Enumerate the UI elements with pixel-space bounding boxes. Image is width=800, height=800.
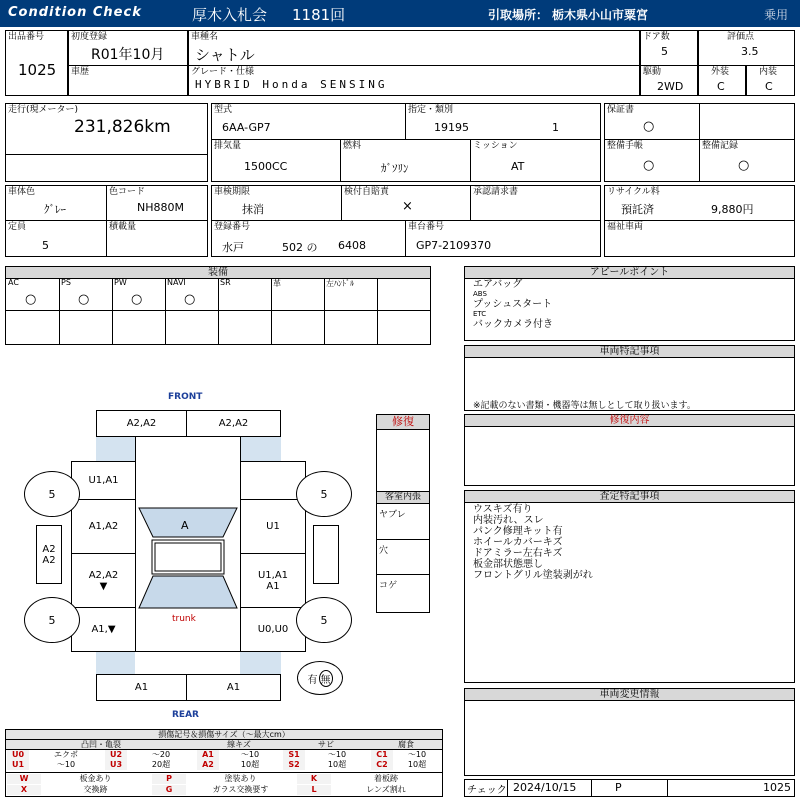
doors: 5 <box>661 45 668 58</box>
legend-code: U0 <box>7 750 29 760</box>
legend-group: 凸凹・亀裂 <box>6 740 196 750</box>
assessment-line: 板金部状態悪し <box>473 559 543 570</box>
plate-number: 6408 <box>338 239 366 252</box>
panel-front-left: A2,A2 <box>96 410 187 437</box>
equipment-value: ○ <box>184 292 196 307</box>
panel-front-right: A2,A2 <box>186 410 281 437</box>
tire-rear-left: 5 <box>24 597 80 643</box>
assessment-line: ドアミラー左右キズ <box>473 548 563 559</box>
car-name: シャトル <box>195 46 255 64</box>
legend-mark-text: 塗装あり <box>224 774 257 783</box>
equipment-value: ○ <box>78 292 90 307</box>
assessment-line: パンク修理キット有 <box>473 526 563 537</box>
footer-bar <box>464 779 795 797</box>
load-cell: 積載量 <box>106 220 208 257</box>
legend-mark-text: レンズ割れ <box>366 785 406 794</box>
legend-mark-code: L <box>297 785 331 795</box>
interior-grade: C <box>765 80 773 93</box>
auction-name: 厚木入札会 <box>192 6 268 24</box>
interior-title: 客室内張 <box>377 492 429 504</box>
legend-mark-code: P <box>152 774 186 784</box>
mission-cell: ミッション AT <box>470 139 601 182</box>
insurance-cell: 検付自賠責 × <box>341 185 471 221</box>
legend-text: ～20 <box>151 750 171 759</box>
appeal-title: アピールポイント <box>465 267 794 279</box>
displacement: 1500CC <box>244 160 288 173</box>
legend-code: C2 <box>371 760 393 770</box>
class-a: 19195 <box>434 121 469 134</box>
capacity: 5 <box>42 239 49 252</box>
equipment-label: NAVI <box>167 278 186 287</box>
legend-mark-code: X <box>7 785 41 795</box>
warranty-cell: 保証書 ○ <box>604 103 700 140</box>
panel-door-rear-right: U1,A1 A1 <box>240 553 306 608</box>
equipment-item <box>324 278 378 311</box>
approval-cell: 承認請求書 <box>470 185 601 221</box>
assessment-line: ホイールカバーキズ <box>473 537 563 548</box>
fuel: ｶﾞｿﾘﾝ <box>381 162 409 175</box>
header-bar <box>0 0 800 27</box>
equipment-item <box>59 278 113 311</box>
maintenance-book: ○ <box>643 158 655 173</box>
equipment-empty <box>6 311 60 344</box>
warranty: ○ <box>643 119 655 134</box>
equipment-item <box>377 278 431 311</box>
legend-divider <box>6 772 442 773</box>
equipment-label: PW <box>114 278 127 287</box>
mileage: 231,826km <box>74 117 171 137</box>
grade: HYBRID Honda SENSING <box>195 78 388 91</box>
appeal-line: ABS <box>473 290 487 298</box>
equipment-label: PS <box>61 278 71 287</box>
mission: AT <box>511 160 525 173</box>
legend-group: 線キズ <box>196 740 282 750</box>
insurance: × <box>402 199 413 214</box>
equipment-item <box>112 278 166 311</box>
appeal-line: プッシュスタート <box>473 299 553 310</box>
location-label: 引取場所： <box>488 8 549 22</box>
tire-rear-right: 5 <box>296 597 352 643</box>
change-panel <box>464 688 795 776</box>
score-cell: 評価点 3.5 <box>698 30 795 66</box>
tire-front-left: 5 <box>24 471 80 517</box>
smoke-mark: 無 <box>319 670 333 687</box>
legend-mark-text: 板金あり <box>79 774 112 783</box>
car-name-cell: 車種名 シャトル <box>188 30 640 66</box>
legend-code: C1 <box>371 750 393 760</box>
inspect-cell: 車検期限 抹消 <box>211 185 342 221</box>
legend-text: 10超 <box>407 760 427 769</box>
plate-cell: 登録番号 水戸 502 の 6408 <box>211 220 406 257</box>
legend-text: ～10 <box>56 760 76 769</box>
history-cell: 車歴 <box>68 65 188 96</box>
legend-mark-code: G <box>152 785 186 795</box>
car-diagram <box>0 385 376 725</box>
repair-box <box>376 414 430 492</box>
legend-mark-code: K <box>297 774 331 784</box>
capacity-cell: 定員 5 <box>5 220 107 257</box>
fuel-cell: 燃料 ｶﾞｿﾘﾝ <box>340 139 471 182</box>
legend-mark-text: ガラス交換要す <box>212 785 269 794</box>
repair-panel <box>464 414 795 486</box>
legend <box>5 729 443 797</box>
footer-lot: 1025 <box>763 781 791 794</box>
check-label: チェック <box>467 785 507 796</box>
legend-text: ～10 <box>240 750 260 759</box>
change-title: 車両変更情報 <box>465 689 794 701</box>
record-cell: 整備記録 ○ <box>699 139 795 182</box>
hood-damage: A <box>181 519 189 532</box>
equipment-title: 装備 <box>6 267 430 279</box>
legend-title: 損傷記号＆損傷サイズ（～最大cm） <box>6 730 442 740</box>
appeal-panel <box>464 266 795 341</box>
grade-cell: グレード・仕様 HYBRID Honda SENSING <box>188 65 640 96</box>
assessment-panel <box>464 490 795 683</box>
trunk-label: trunk <box>172 614 196 624</box>
legend-code: A1 <box>197 750 219 760</box>
location: 栃木県小山市粟宮 <box>552 8 649 22</box>
panel-door-rear-left: A2,A2 ▼ <box>71 553 136 608</box>
equipment-empty <box>218 311 272 344</box>
equipment-empty <box>59 311 113 344</box>
appeal-line: エアバッグ <box>473 279 523 290</box>
class-cell: 指定・類別 19195 1 <box>405 103 601 140</box>
first-registration: R01年10月 <box>91 47 165 63</box>
mileage-cell: 走行(現メーター) 231,826km <box>5 103 208 155</box>
check-date: 2024/10/15 <box>513 781 577 794</box>
color-code: NH880M <box>137 201 184 214</box>
auction-count: 1181回 <box>292 6 346 24</box>
panel-quarter-right: U0,U0 <box>240 607 306 652</box>
brand: Condition Check <box>8 5 142 20</box>
welfare-cell: 福祉車両 <box>604 220 795 257</box>
drive-cell: 駆動 2WD <box>640 65 698 96</box>
assessment-line: ウスキズ有り <box>473 504 533 515</box>
equipment-item <box>271 278 325 311</box>
interior-cell: 内装 C <box>746 65 795 96</box>
interior-item-burn: コゲ <box>379 581 398 591</box>
interior-item-hole: 穴 <box>379 546 389 556</box>
appeal-line: ETC <box>473 310 487 318</box>
equipment-value: ○ <box>131 292 143 307</box>
legend-group: サビ <box>282 740 370 750</box>
panel-door-front-right: U1 <box>240 499 306 554</box>
colorcode-cell: 色コード NH880M <box>106 185 208 221</box>
repair-title: 修復内容 <box>465 415 794 427</box>
plate-region: 水戸 <box>222 241 244 254</box>
lot-number: 1025 <box>18 61 57 79</box>
assessment-line: フロントグリル塗装剥がれ <box>473 570 593 581</box>
model-cell: 型式 6AA-GP7 <box>211 103 406 140</box>
legend-text: 20超 <box>151 760 171 769</box>
tire-front-right: 5 <box>296 471 352 517</box>
model-code: 6AA-GP7 <box>222 121 271 134</box>
recycle-cell: リサイクル料 預託済 9,880円 <box>604 185 795 221</box>
class-b: 1 <box>552 121 559 134</box>
side-left-panel: A2 A2 <box>36 525 62 584</box>
panel-rear-left: A1 <box>96 674 187 701</box>
equipment-empty <box>271 311 325 344</box>
panel-fender-left: U1,A1 <box>71 461 136 500</box>
plate-class: 502 の <box>282 241 318 254</box>
side-right-panel <box>313 525 339 584</box>
repair-box-label: 修復 <box>377 415 429 430</box>
equipment-empty <box>165 311 219 344</box>
legend-code: S1 <box>283 750 305 760</box>
exterior-cell: 外装 C <box>698 65 746 96</box>
panel-rear-right: A1 <box>186 674 281 701</box>
assessment-line: 内装汚れ、スレ <box>473 515 544 526</box>
appeal-line: バックカメラ付き <box>473 319 553 330</box>
equipment-item <box>6 278 60 311</box>
legend-mark-code: W <box>7 774 41 784</box>
equipment-label: 革 <box>273 279 281 288</box>
mileage-sub-cell <box>5 154 208 182</box>
assessment-title: 査定特記事項 <box>465 491 794 503</box>
equipment-value: ○ <box>25 292 37 307</box>
interior-item-tear: ヤブレ <box>379 510 406 520</box>
legend-text: ～10 <box>327 750 347 759</box>
lot-cell: 出品番号 1025 <box>5 30 68 96</box>
legend-code: S2 <box>283 760 305 770</box>
equipment-label: 左ﾊﾝﾄﾞﾙ <box>326 279 354 288</box>
recycle-fee: 9,880円 <box>711 203 754 216</box>
rear-label: REAR <box>172 710 199 720</box>
body-color: ｸﾞﾚｰ <box>44 203 66 216</box>
legend-text: 10超 <box>240 760 260 769</box>
legend-mark-text: 着板跡 <box>374 774 398 783</box>
vehicle-type: 乗用 <box>764 8 789 22</box>
legend-code: U1 <box>7 760 29 770</box>
panel-quarter-left: A1,▼ <box>71 607 136 652</box>
chassis-number: GP7-2109370 <box>416 239 492 252</box>
legend-code: A2 <box>197 760 219 770</box>
equipment-empty <box>112 311 166 344</box>
cc-cell: 排気量 1500CC <box>211 139 341 182</box>
special-title: 車両特記事項 <box>465 346 794 358</box>
smoke-indicator: 有 無 <box>297 661 343 695</box>
legend-code: U2 <box>105 750 127 760</box>
equipment-empty <box>377 311 431 344</box>
warranty-empty-cell <box>699 103 795 140</box>
doors-cell: ドア数 5 <box>640 30 698 66</box>
maintenance-record: ○ <box>738 158 750 173</box>
legend-group: 腐食 <box>370 740 442 750</box>
equipment-panel <box>5 266 431 345</box>
score: 3.5 <box>741 45 759 58</box>
equipment-empty <box>324 311 378 344</box>
legend-text: ～10 <box>407 750 427 759</box>
panel-door-front-left: A1,A2 <box>71 499 136 554</box>
equipment-label: AC <box>8 278 19 287</box>
front-label: FRONT <box>168 392 203 402</box>
legend-text: 10超 <box>327 760 347 769</box>
equipment-label: SR <box>220 278 231 287</box>
exterior-grade: C <box>717 80 725 93</box>
chassis-cell: 車台番号 GP7-2109370 <box>405 220 601 257</box>
inspection: 抹消 <box>242 203 264 216</box>
manual-cell: 整備手帳 ○ <box>604 139 700 182</box>
color-cell: 車体色 ｸﾞﾚｰ <box>5 185 107 221</box>
equipment-item <box>165 278 219 311</box>
equipment-item <box>218 278 272 311</box>
interior-box <box>376 491 430 613</box>
legend-text: エクボ <box>54 750 78 759</box>
legend-code: U3 <box>105 760 127 770</box>
special-panel <box>464 345 795 411</box>
recycle-status: 預託済 <box>621 203 654 216</box>
check-p: P <box>615 781 622 794</box>
legend-mark-text: 交換跡 <box>83 785 108 794</box>
special-note: ※記載のない書類・機器等は無しとして取り扱います。 <box>473 401 696 411</box>
drive: 2WD <box>657 80 684 93</box>
year-cell: 初度登録 R01年10月 <box>68 30 188 66</box>
